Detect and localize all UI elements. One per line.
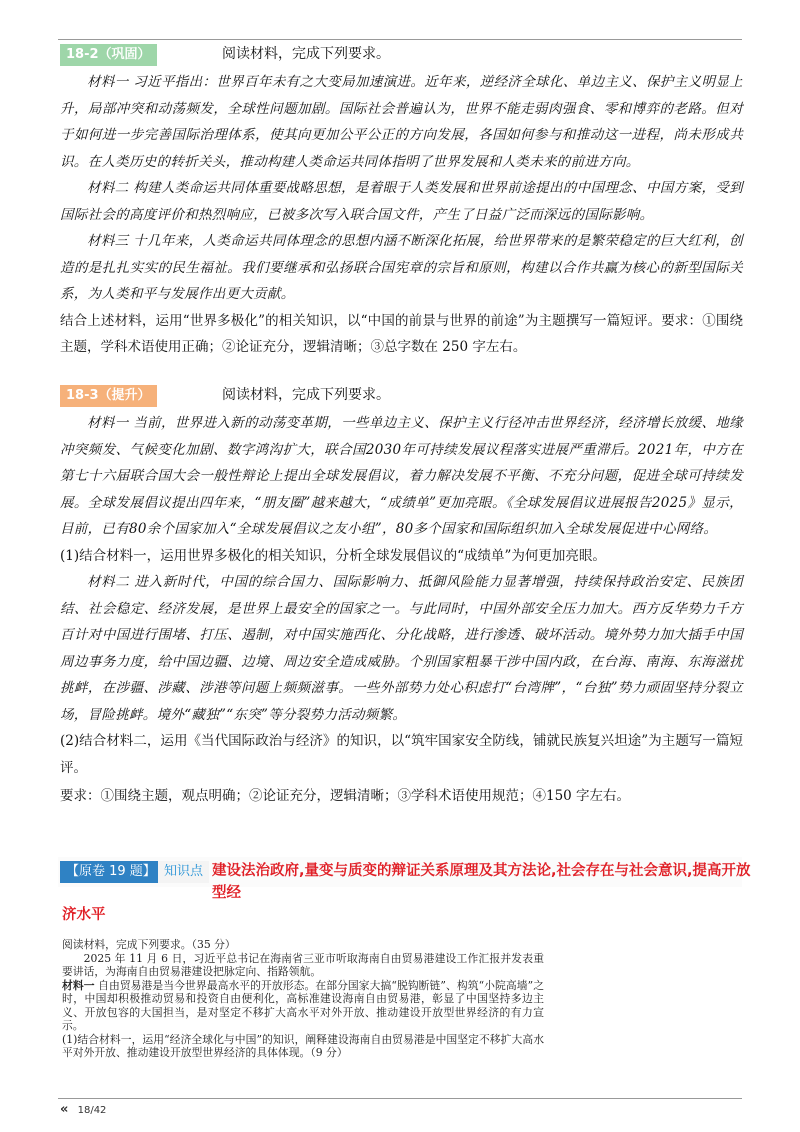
scanned-question-image: [62, 938, 544, 1060]
knowledge-point-text: 建设法治政府,量变与质变的辩证关系原理及其方法论,社会存在与社会意识,提高开放型经: [212, 863, 751, 901]
scan-material-label: 材料一: [62, 978, 95, 992]
header-rule: [58, 39, 742, 40]
scan-material-text: 自由贸易港是当今世界最高水平的开放形态。在部分国家大搞“脱钩断链”、构筑“小院高墙”之时，中国却积极推动贸易和投资自由便利化，高标准建设海南自由贸易港，彰显了中国坚持多边主义、开放包容的大国担当，是对坚定不移扩大高水平对外开放、推动建设开放型世界经济的有力宣示。: [62, 978, 545, 1032]
material-1: 材料一 习近平指出：世界百年未有之大变局加速演进。近年来，逆经济全球化、单边主义、保护主义明显上升，局部冲突和动荡频发，全球性问题加剧。国际社会普遍认为，世界不能走弱肉强食、零和博弈的老路。但对于如何进一步完善国际治理体系，使其向更加公平公正的方向发展，各国如何参与和推动这一进程，尚未形成共识。在人类历史的转折关头，推动构建人类命运共同体指明了世界发展和人类未来的前进方向。: [60, 74, 743, 170]
knowledge-point-text-cont: 济水平: [62, 907, 106, 923]
question-tag-18-3: 18-3（提升）: [60, 385, 157, 407]
question-tag-18-2: 18-2（巩固）: [60, 44, 157, 66]
question-18-3-body: [60, 410, 743, 810]
sub-question-1: (1)结合材料一，运用世界多极化的相关知识，分析全球发展倡议的“成绩单”为何更加亮眼。: [60, 547, 606, 564]
page-number: 18/42: [77, 1105, 107, 1116]
material-2: 材料二 进入新时代，中国的综合国力、国际影响力、抵御风险能力显著增强，持续保持政治安定、民族团结、社会稳定、经济发展，是世界上最安全的国家之一。与此同时，中国外部安全压力加大。西方反华势力千方百计对中国进行围堵、打压、遏制，对中国实施西化、分化战略，进行渗透、破坏活动。境外势力加大插手中国周边事务力度，给中国边疆、边境、周边安全造成威胁。个别国家粗暴干涉中国内政，在台海、南海、东海滋扰挑衅，在涉疆、涉藏、涉港等问题上频频滋事。一些外部势力处心积虑打“台湾牌”，“台独”势力顽固坚持分裂立场，冒险挑衅。境外“藏独”“东突”等分裂势力活动频繁。: [60, 574, 743, 723]
original-question-tag: 【原卷 19 题】: [60, 861, 162, 883]
task-text: 结合上述材料，运用“世界多极化”的相关知识，以“中国的前景与世界的前途”为主题撰写一篇短评。要求：①围绕主题，学科术语使用正确；②论证充分，逻辑清晰；③总字数在 250 字左右。: [60, 312, 743, 355]
question-18-2-body: [60, 69, 743, 361]
page-footer: [60, 1102, 106, 1117]
material-2: 材料二 构建人类命运共同体重要战略思想，是着眼于人类发展和世界前途提出的中国理念、中国方案，受到国际社会的高度评价和热烈响应，已被多次写入联合国文件，产生了日益广泛而深远的国际影响。: [60, 180, 743, 223]
scan-instruction: 阅读材料，完成下列要求。（35 分）: [62, 938, 236, 951]
material-1: 材料一 当前，世界进入新的动荡变革期，一些单边主义、保护主义行径冲击世界经济，经济增长放缓、地缘冲突频发、气候变化加剧、数字鸿沟扩大，联合国2030年可持续发展议程落实进展严重滞后。2021年，中方在第七十六届联合国大会一般性辩论上提出全球发展倡议，着力解决发展不平衡、不充分问题，促进全球可持续发展。全球发展倡议提出四年来，“朋友圈”越来越大，“成绩单”更加亮眼。《全球发展倡议进展报告2025》显示，目前，已有80余个国家加入“全球发展倡议之友小组”，80多个国家和国际组织加入全球发展促进中心网络。: [60, 415, 743, 537]
question-instruction: 阅读材料，完成下列要求。: [222, 46, 390, 62]
material-3: 材料三 十几年来，人类命运共同体理念的思想内涵不断深化拓展，给世界带来的是繁荣稳定的巨大红利，创造的是扎扎实实的民生福祉。我们要继承和弘扬联合国宪章的宗旨和原则，构建以合作共赢为核心的新型国际关系，为人类和平与发展作出更大贡献。: [60, 233, 743, 302]
scan-intro: 2025 年 11 月 6 日，习近平总书记在海南省三亚市听取海南自由贸易港建设工作汇报并发表重要讲话，为海南自由贸易港建设把脉定向、指路领航。: [62, 951, 544, 978]
chevron-left-icon: «: [60, 1102, 69, 1117]
scan-material-1: [62, 979, 544, 1033]
footer-rule: [58, 1098, 742, 1099]
requirements: 要求：①围绕主题，观点明确；②论证充分，逻辑清晰；③学科术语使用规范；④150 字左右。: [60, 788, 631, 804]
sub-question-2: (2)结合材料二，运用《当代国际政治与经济》的知识，以“筑牢国家安全防线，铺就民族复兴坦途”为主题写一篇短评。: [60, 733, 743, 776]
scan-sub-question-1: (1)结合材料一，运用“经济全球化与中国”的知识，阐释建设海南自由贸易港是中国坚定不移扩大高水平对外开放、推动建设开放型世界经济的具体体现。（9 分）: [62, 1032, 544, 1059]
knowledge-point-label: 知识点: [158, 861, 209, 883]
question-instruction: 阅读材料，完成下列要求。: [222, 387, 390, 403]
